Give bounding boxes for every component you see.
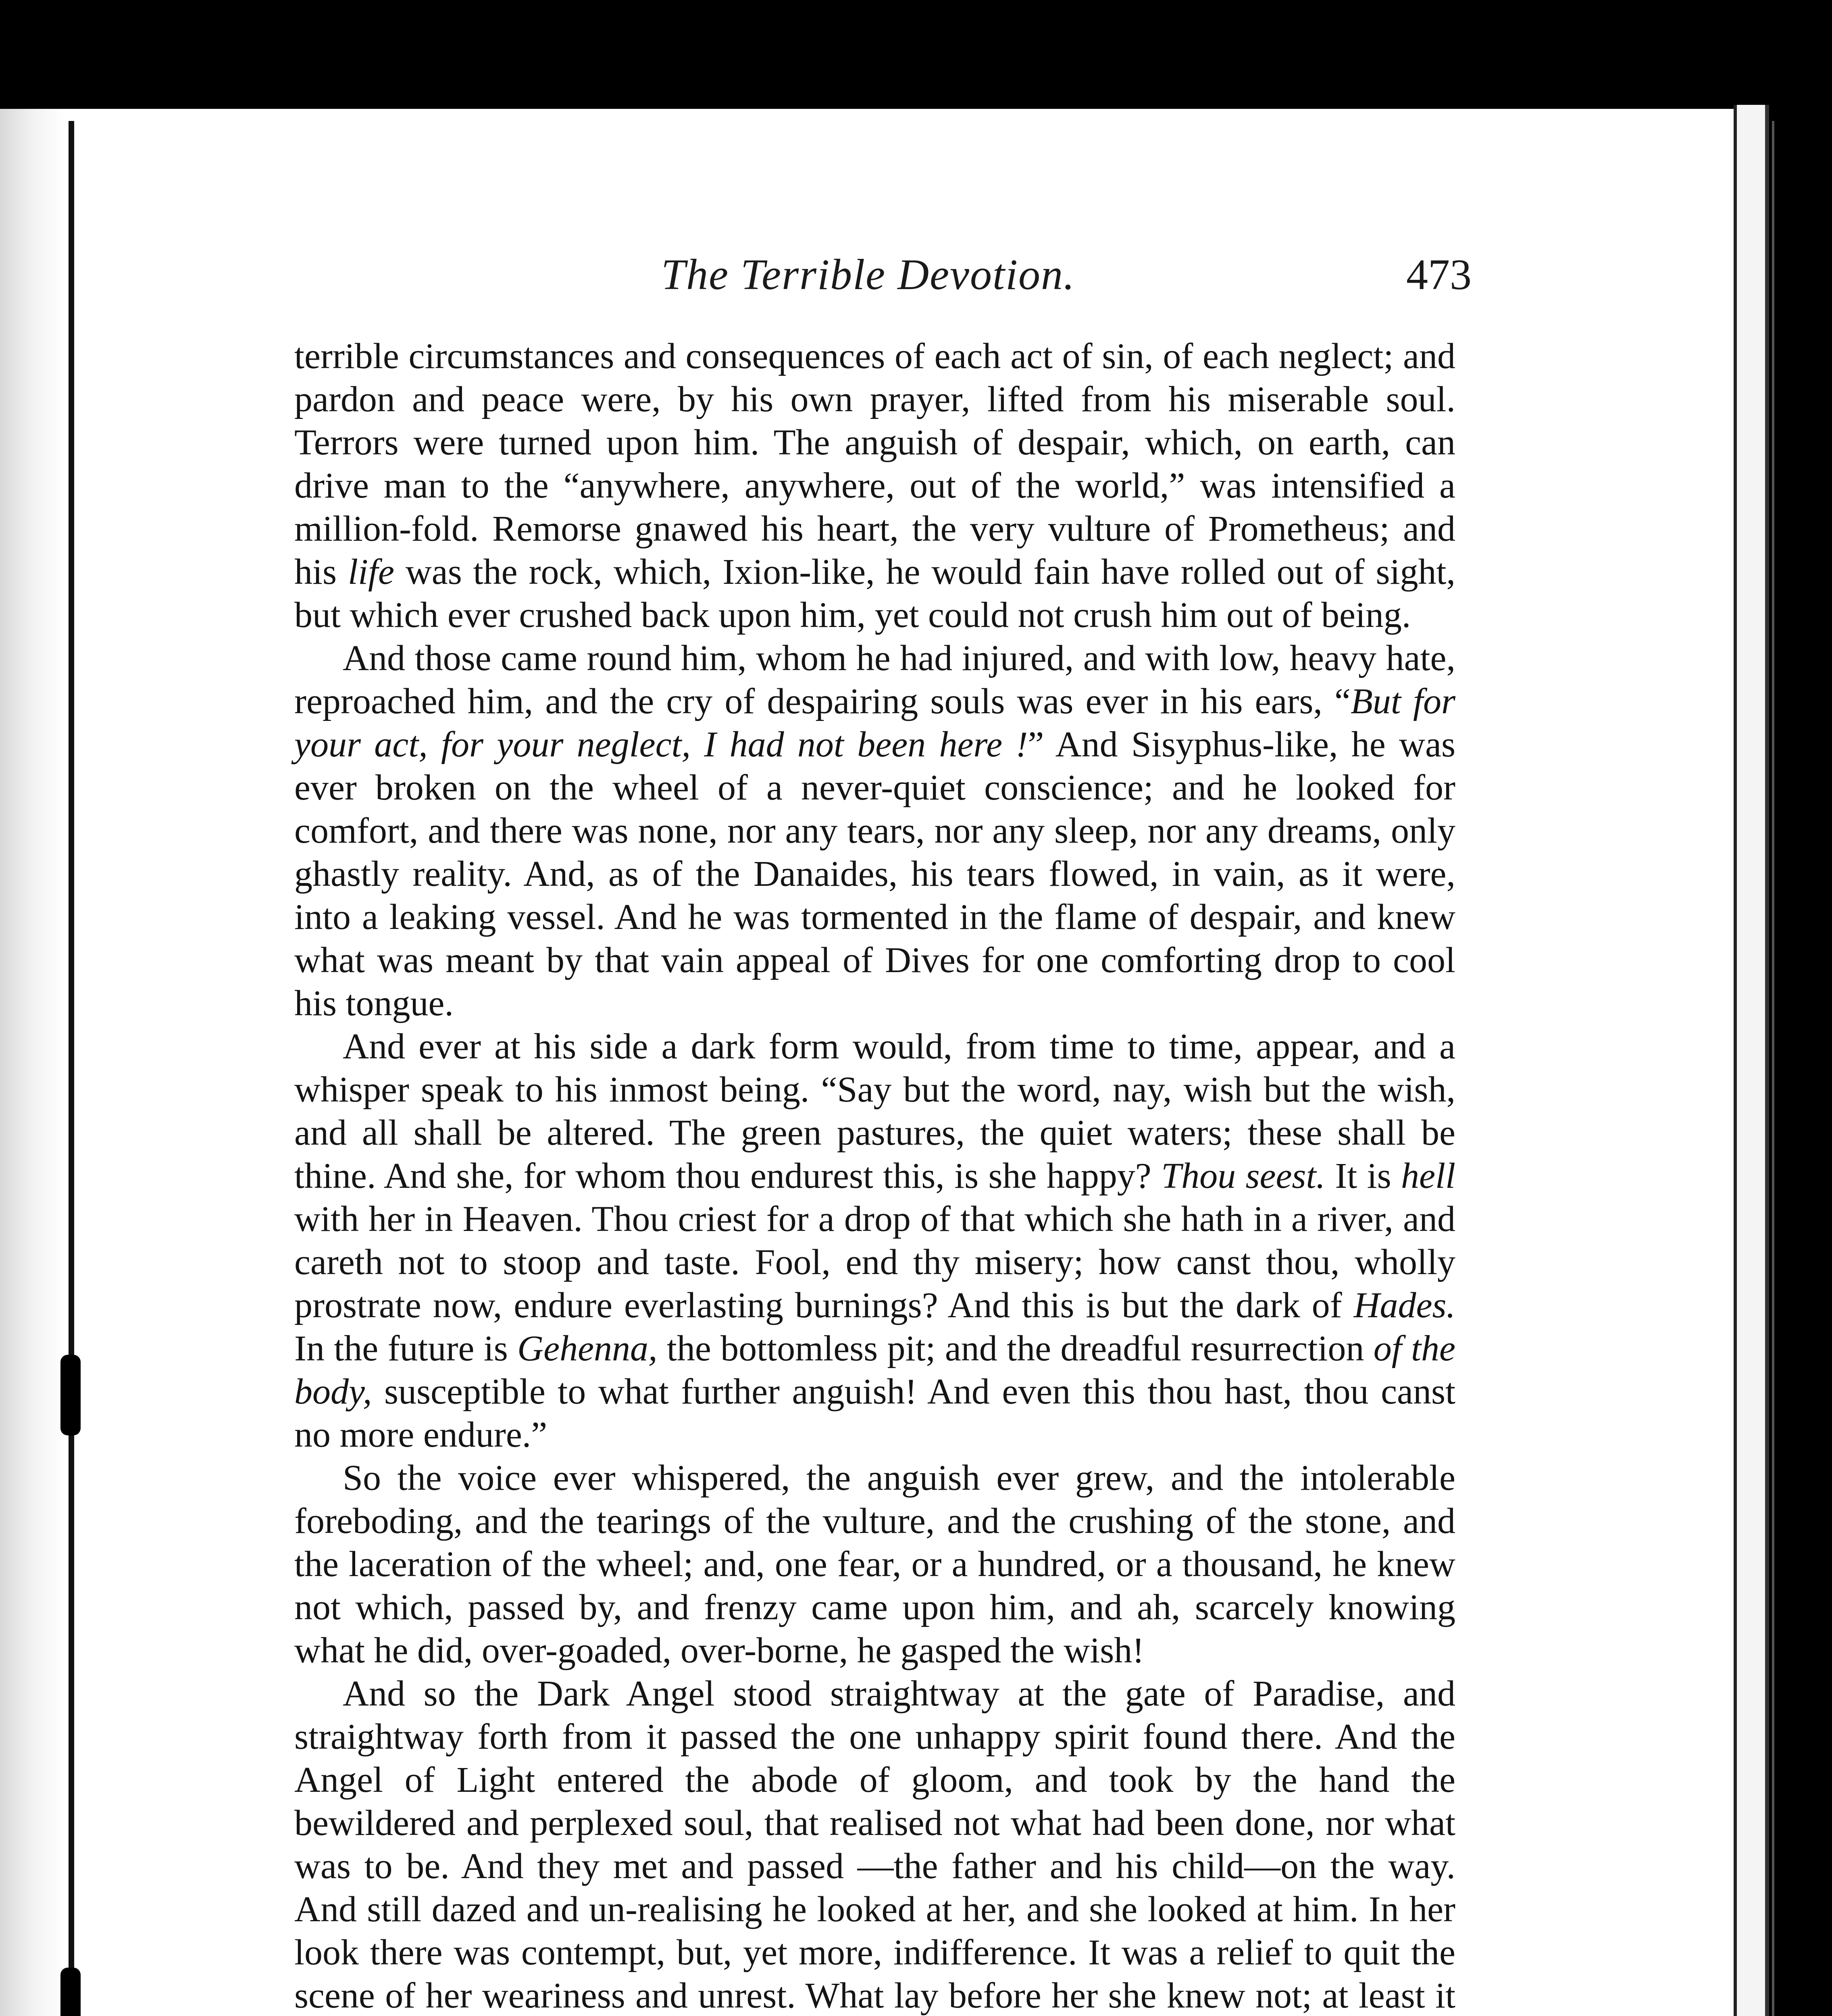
binding-edge <box>69 121 74 2016</box>
text-run: ” And Sisyphus-like, he was ever broken on the wheel of a never-quiet conscience; and he looked for comfort, and there was none, nor any tears, nor any sleep, nor any dreams, only ghastly reality. And, as of the Danaides, his tears flowed, in vain, as it were, into a leaking vessel. And he was tormented in the flame of despair, and knew what was meant by that vain appeal of Dives for one comforting drop to cool his tongue. <box>294 725 1456 1023</box>
binding-mark <box>60 1355 81 1435</box>
page-gutter <box>0 109 65 2016</box>
text-run: susceptible to what further anguish! And even this thou hast, thou canst no more endure.” <box>294 1372 1455 1455</box>
text-run: the bottomless pit; and the dreadful resurrection <box>657 1329 1374 1368</box>
paragraph <box>294 637 1455 1025</box>
italic-text: Thou seest. <box>1161 1156 1325 1196</box>
text-run: with her in Heaven. Thou criest for a drop of that which she hath in a river, and careth not to stoop and taste. Fool, end thy misery; how canst thou, wholly prostrate now, endure everlasting burnings? And this is but the dark of <box>294 1199 1455 1325</box>
page-edge-line <box>1772 121 1774 2016</box>
text-run: In the future is <box>294 1329 518 1368</box>
paragraph <box>294 335 1455 637</box>
running-head <box>290 250 1484 310</box>
page-number: 473 <box>1406 251 1472 299</box>
italic-text: hell <box>1401 1156 1455 1196</box>
italic-text: Gehenna, <box>517 1329 658 1368</box>
italic-text: life <box>348 552 394 592</box>
text-run: terrible circumstances and consequences of each act of sin, of each neglect; and pardon and peace were, by his own prayer, lifted from his miserable soul. Terrors were turned upon him. The anguish of despair, which, on earth, can drive man to the “anywhere, anywhere, out of the world,” was intensified a million-fold. Remorse gnawed his heart, the very vulture of Prometheus; and his <box>294 336 1455 592</box>
running-title: The Terrible Devotion. <box>661 251 1075 299</box>
italic-text: Hades. <box>1353 1285 1455 1325</box>
paragraph: And so the Dark Angel stood straightway at the gate of Paradise, and straightway forth from it passed the one unhappy spirit found there. And the Angel of Light entered the abode of gloom, and took by the hand the bewildered and perplexed soul, that realised not what had been done, nor what was to be. And they met and passed —the father and his child—on the way. And still dazed and un-realising he looked at her, and she looked at him. In her look there was contempt, but, yet more, indifference. It was a relief to quit the scene of her weariness and unrest. What lay before her she knew not; at least it <box>294 1674 1455 2016</box>
body-text <box>294 335 1455 2016</box>
page-edge <box>1734 105 1769 2016</box>
text-run: And ever at his side a dark form would, from time to time, appear, and a whisper speak to his inmost being. “Say but the word, nay, wish but the wish, and all shall be altered. The green pastures, the quiet waters; these shall be thine. And she, for whom thou endurest this, is she happy? <box>294 1027 1455 1196</box>
italic-text: of the body, <box>294 1329 1455 1412</box>
text-run: It is <box>1325 1156 1401 1196</box>
binding-mark <box>60 1968 81 2016</box>
text-run: was the rock, which, Ixion-like, he would fain have rolled out of sight, but which ever crushed back upon him, yet could not crush him out of being. <box>294 552 1455 635</box>
paragraph <box>294 1025 1455 1456</box>
paragraph: So the voice ever whispered, the anguish ever grew, and the intolerable foreboding, and the tearings of the vulture, and the crushing of the stone, and the laceration of the wheel; and, one fear, or a hundred, or a thousand, he knew not which, passed by, and frenzy came upon him, and ah, scarcely knowing what he did, over-goaded, over-borne, he gasped the wish! <box>294 1458 1455 1670</box>
text-run: And those came round him, whom he had injured, and with low, heavy hate, reproached him, and the cry of despairing souls was ever in his ears, “ <box>294 638 1455 721</box>
italic-quote: But for your act, for your neglect, I had not been here ! <box>294 681 1456 764</box>
